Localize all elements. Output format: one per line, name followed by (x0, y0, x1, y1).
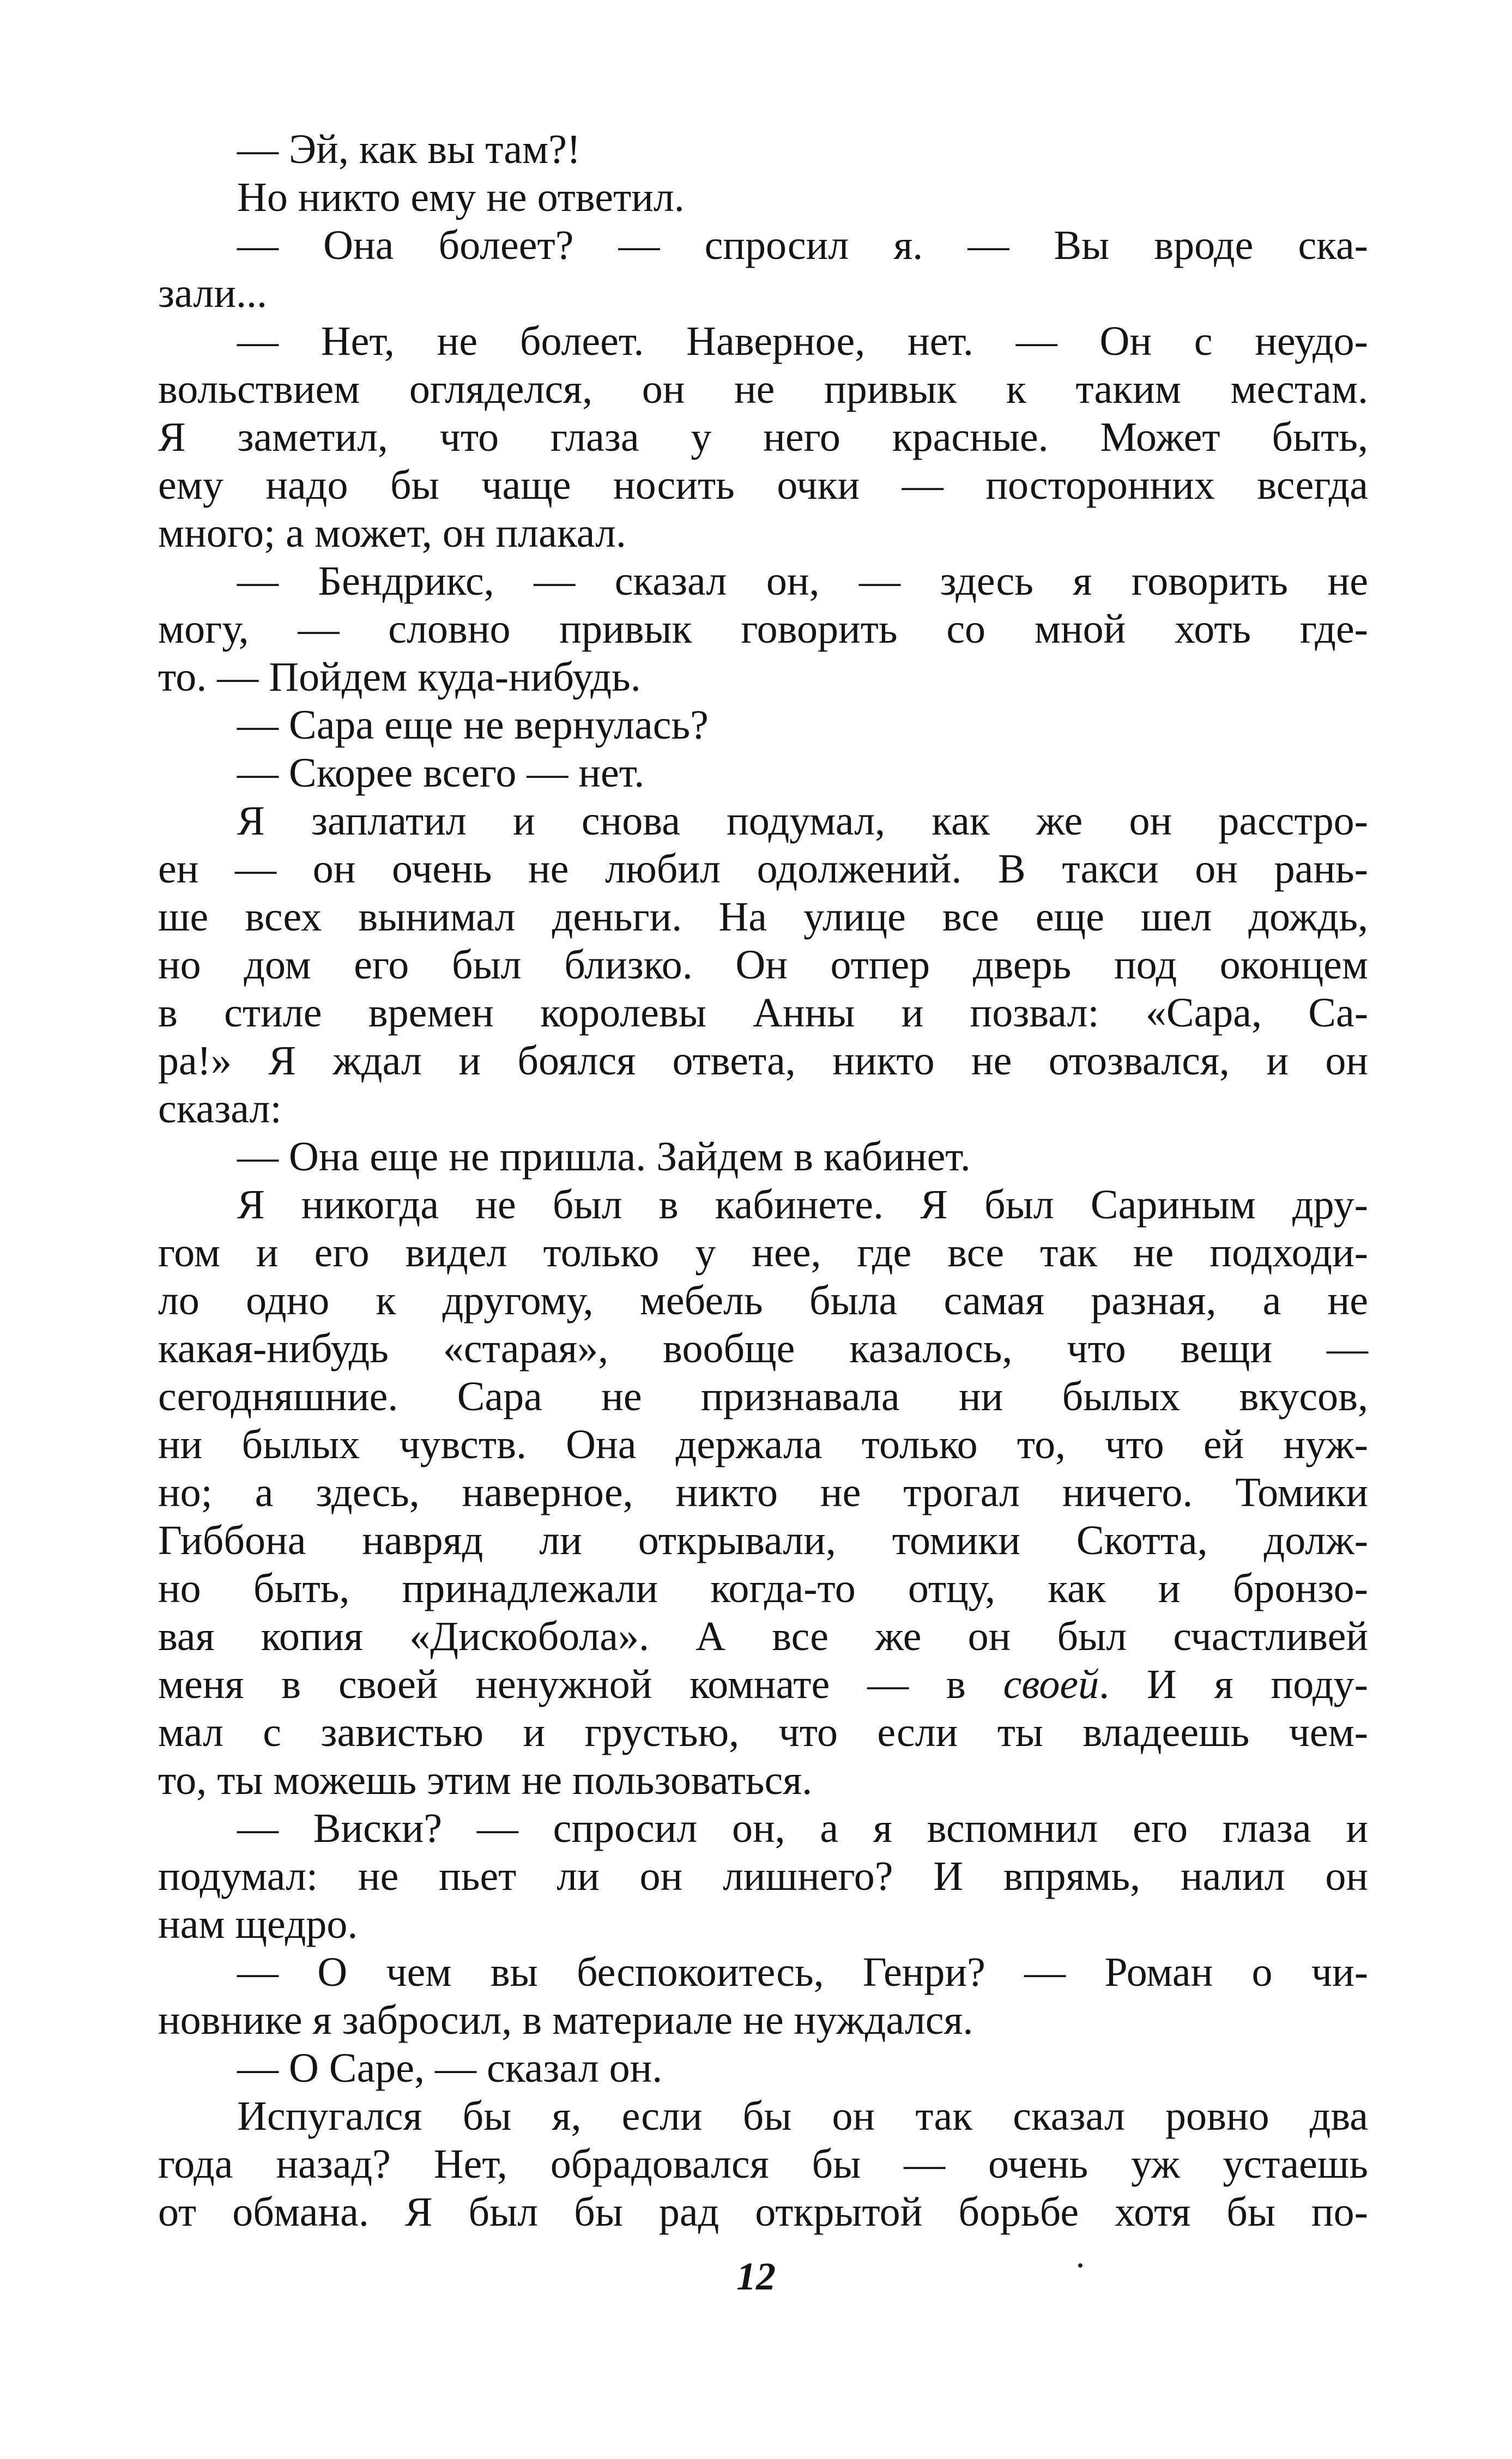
text-line: мал с завистью и грустью, что если ты владеешь чем- (158, 1709, 1368, 1755)
text-body (158, 125, 1368, 2236)
emphasis: своей (1003, 1662, 1099, 1707)
text-line: ра!» Я ждал и боялся ответа, никто не отозвался, и он (158, 1038, 1368, 1084)
text-line: то, ты можешь этим не пользоваться. (158, 1757, 813, 1803)
text-line: ни былых чувств. Она держала только то, что ей нуж- (158, 1422, 1368, 1467)
text-line: подумал: не пьет ли он лишнего? И впрямь, налил он (158, 1853, 1368, 1899)
text-line: вая копия «Дискобола». А все же он был счастливей (158, 1614, 1368, 1659)
text-line: вольствием огляделся, он не привык к таким местам. (158, 366, 1368, 412)
text-line: нам щедро. (158, 1901, 358, 1947)
text-line: новнике я забросил, в материале не нуждался. (158, 1997, 973, 2043)
text-line: — Виски? — спросил он, а я вспомнил его глаза и (237, 1805, 1368, 1851)
text-line: — Она болеет? — спросил я. — Вы вроде ска- (237, 222, 1368, 268)
text-line: — О чем вы беспокоитесь, Генри? — Роман о чи- (237, 1949, 1368, 1995)
text-line: Испугался бы я, если бы он так сказал ровно два (237, 2093, 1368, 2139)
text-line: много; а может, он плакал. (158, 510, 626, 556)
text-line: — О Саре, — сказал он. (237, 2045, 663, 2091)
text-line: но дом его был близко. Он отпер дверь под оконцем (158, 942, 1368, 988)
text-line: зали... (158, 270, 268, 316)
text-line: то. — Пойдем куда-нибудь. (158, 654, 641, 700)
text-line: Но никто ему не ответил. (237, 174, 685, 220)
page-number: 12 (736, 2255, 776, 2298)
text-line: года назад? Нет, обрадовался бы — очень уж устаешь (158, 2141, 1368, 2187)
text-line: гом и его видел только у нее, где все так не подходи- (158, 1230, 1368, 1276)
text-line: ше всех вынимал деньги. На улице все еще шел дождь, (158, 894, 1368, 940)
text-line: — Сара еще не вернулась? (237, 702, 709, 748)
text-line: от обмана. Я был бы рад открытой борьбе хотя бы по- (158, 2189, 1368, 2235)
text-line: Я заплатил и снова подумал, как же он расстро- (237, 798, 1368, 844)
text-line: но; а здесь, наверное, никто не трогал ничего. Томики (158, 1470, 1368, 1515)
text-line: Гиббона навряд ли открывали, томики Скотта, долж- (158, 1518, 1368, 1563)
text-line: могу, — словно привык говорить со мной хоть где- (158, 606, 1368, 652)
text-line: сегодняшние. Сара не признавала ни былых вкусов, (158, 1374, 1368, 1419)
text-line: — Она еще не пришла. Зайдем в кабинет. (237, 1134, 971, 1180)
text-line: ло одно к другому, мебель была самая разная, а не (158, 1278, 1368, 1324)
text-line: какая-нибудь «старая», вообще казалось, что вещи — (158, 1326, 1368, 1372)
text-line: сказал: (158, 1086, 282, 1132)
text-line: — Бендрикс, — сказал он, — здесь я говорить не (237, 558, 1368, 604)
text-line: Я никогда не был в кабинете. Я был Сариным дру- (237, 1182, 1368, 1228)
text-line: Я заметил, что глаза у него красные. Может быть, (158, 414, 1368, 460)
text-line: — Скорее всего — нет. (237, 750, 645, 796)
text-line: меня в своей ненужной комнате — в своей. И я поду- (158, 1662, 1368, 1707)
text-line: ему надо бы чаще носить очки — посторонних всегда (158, 462, 1368, 508)
text-line: — Нет, не болеет. Наверное, нет. — Он с неудо- (237, 318, 1368, 364)
text-line: ен — он очень не любил одолжений. В такси он рань- (158, 846, 1368, 892)
text-line: но быть, принадлежали когда-то отцу, как и бронзо- (158, 1566, 1368, 1611)
text-line: в стиле времен королевы Анны и позвал: «Сара, Са- (158, 990, 1368, 1036)
text-line: — Эй, как вы там?! (237, 126, 581, 172)
